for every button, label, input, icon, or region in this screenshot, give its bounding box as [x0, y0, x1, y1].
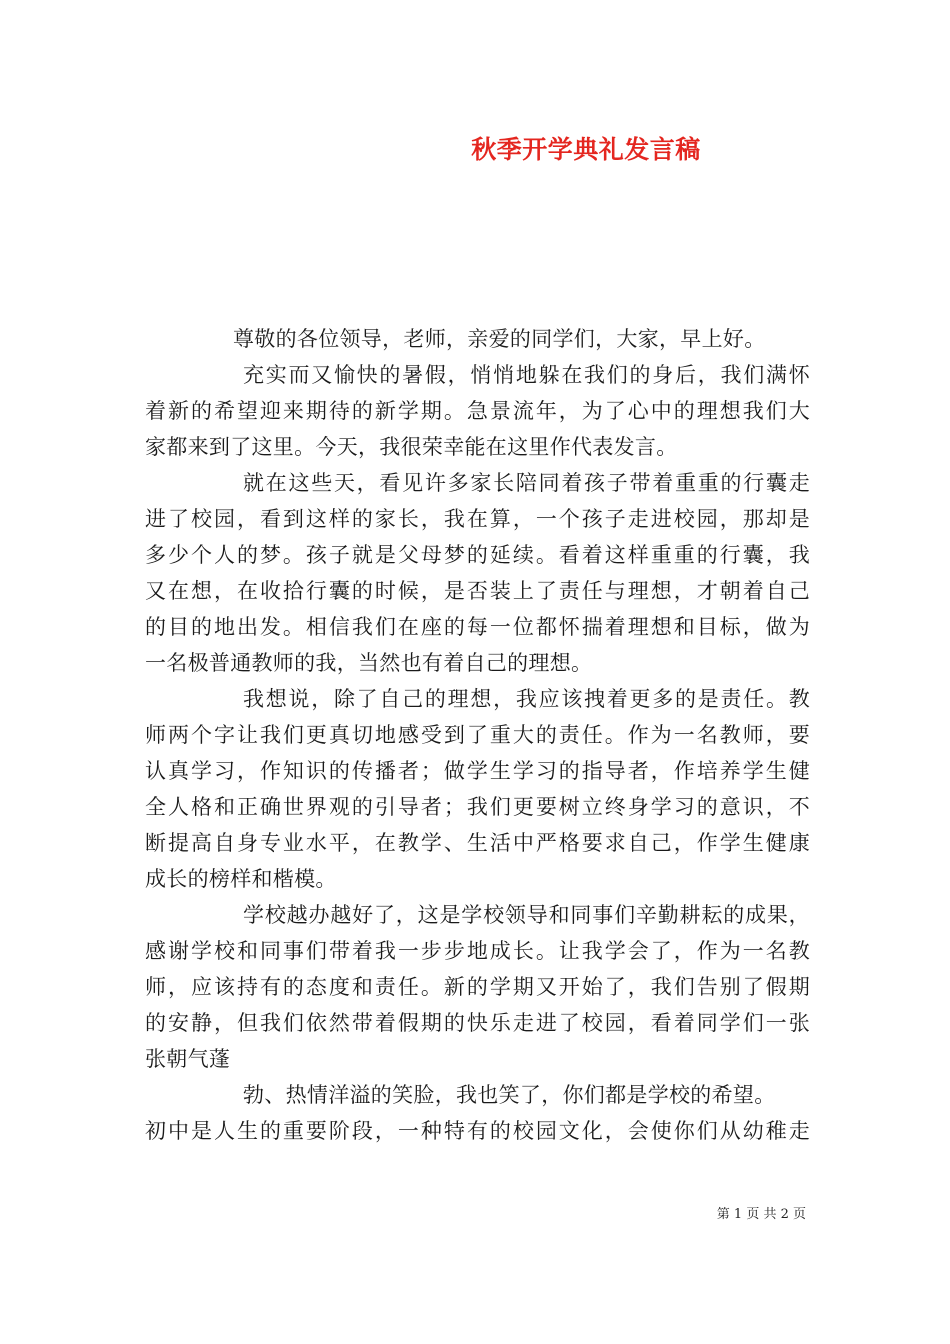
paragraph-line: 成长的榜样和楷模。: [145, 867, 337, 891]
paragraph-line: 的安静，但我们依然带着假期的快乐走进了校园，看着同学们一张: [145, 1011, 810, 1035]
page-number-footer: 第 1 页 共 2 页: [716, 1207, 806, 1222]
paragraph-line: 全人格和正确世界观的引导者；我们更要树立终身学习的意识，不: [145, 795, 810, 819]
paragraph-line: 断提高自身专业水平，在教学、生活中严格要求自己，作学生健康: [145, 831, 810, 855]
paragraph-line: 张朝气蓬: [145, 1047, 231, 1071]
paragraph-line: 学校越办越好了，这是学校领导和同事们辛勤耕耘的成果，: [243, 903, 810, 927]
paragraph-line: 又在想，在收拾行囊的时候，是否装上了责任与理想，才朝着自己: [145, 579, 810, 603]
greeting-line: 尊敬的各位领导，老师，亲爱的同学们，大家，早上好。: [233, 327, 766, 351]
paragraph-line: 感谢学校和同事们带着我一步步地成长。让我学会了，作为一名教: [145, 939, 810, 963]
document-title: 秋季开学典礼发言稿: [471, 135, 701, 164]
document-body: [145, 321, 810, 1149]
paragraph-line: 师，应该持有的态度和责任。新的学期又开始了，我们告别了假期: [145, 975, 810, 999]
paragraph-line: 家都来到了这里。今天，我很荣幸能在这里作代表发言。: [145, 435, 678, 459]
paragraph-line: 师两个字让我们更真切地感受到了重大的责任。作为一名教师，要: [145, 723, 810, 747]
paragraph-line: 认真学习，作知识的传播者；做学生学习的指导者，作培养学生健: [145, 759, 810, 783]
paragraph-line: 的目的地出发。相信我们在座的每一位都怀揣着理想和目标，做为: [145, 615, 810, 639]
paragraph-line: 多少个人的梦。孩子就是父母梦的延续。看着这样重重的行囊，我: [145, 543, 810, 567]
paragraph-line: 就在这些天，看见许多家长陪同着孩子带着重重的行囊走: [243, 471, 810, 495]
paragraph-line: 进了校园，看到这样的家长，我在算，一个孩子走进校园，那却是: [145, 507, 810, 531]
paragraph-line: 一名极普通教师的我，当然也有着自己的理想。: [145, 651, 593, 675]
paragraph-line: 着新的希望迎来期待的新学期。急景流年，为了心中的理想我们大: [145, 399, 810, 423]
paragraph-line: 初中是人生的重要阶段，一种特有的校园文化，会使你们从幼稚走: [145, 1119, 810, 1143]
paragraph-line: 充实而又愉快的暑假，悄悄地躲在我们的身后，我们满怀: [243, 363, 810, 387]
paragraph-line: 我想说，除了自己的理想，我应该拽着更多的是责任。教: [243, 687, 810, 711]
paragraph-line: 勃、热情洋溢的笑脸，我也笑了，你们都是学校的希望。: [243, 1083, 776, 1107]
